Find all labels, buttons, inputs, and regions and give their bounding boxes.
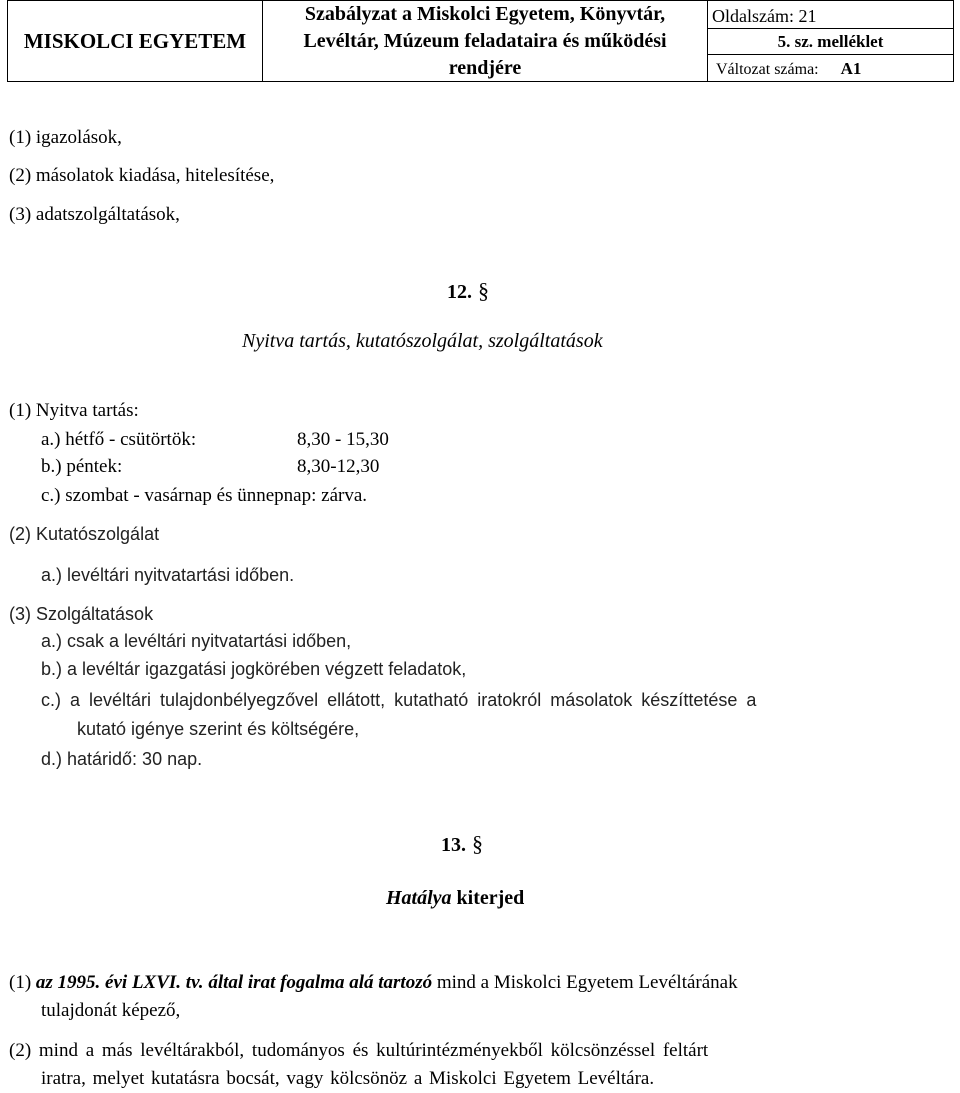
section-12-number: 12. §: [447, 278, 489, 303]
version-code: A1: [840, 59, 862, 78]
services-item-c-continued: kutató igénye szerint és költségére,: [77, 719, 360, 739]
list-item: (1) igazolások,: [9, 127, 122, 148]
document-header: [7, 0, 954, 82]
section-13-title: Hatálya kiterjed: [386, 887, 525, 909]
opening-hours: 8,30 - 15,30: [297, 429, 389, 450]
section-13-paragraph-1-continued: tulajdonát képező,: [41, 1000, 181, 1021]
annex-label: 5. sz. melléklet: [708, 29, 953, 55]
document-meta: [708, 1, 953, 81]
section-13-paragraph-2-continued: iratra, melyet kutatásra bocsát, vagy kölcsönöz a Miskolci Egyetem Levéltára.: [41, 1068, 655, 1089]
opening-day: b.) péntek:: [41, 456, 123, 477]
version-row: [708, 55, 953, 81]
opening-hours: 8,30-12,30: [297, 456, 380, 477]
services-heading: (3) Szolgáltatások: [9, 604, 154, 624]
title-line-2: Levéltár, Múzeum feladataira és működési: [303, 29, 667, 52]
title-line-1: Szabályzat a Miskolci Egyetem, Könyvtár,: [304, 2, 666, 25]
list-item: (2) másolatok kiadása, hitelesítése,: [9, 165, 275, 186]
research-item: a.) levéltári nyitvatartási időben.: [41, 565, 295, 585]
services-item-d: d.) határidő: 30 nap.: [41, 749, 203, 769]
services-item-b: b.) a levéltár igazgatási jogkörében végzett feladatok,: [41, 659, 467, 679]
services-item-c: c.) a levéltári tulajdonbélyegzővel ellátott, kutatható iratokról másolatok készíttetése a: [41, 690, 757, 710]
opening-day: a.) hétfő - csütörtök:: [41, 429, 197, 450]
document-title: [263, 1, 708, 81]
opening-hours-heading: (1) Nyitva tartás:: [9, 400, 139, 421]
section-13-number: 13. §: [441, 831, 483, 856]
list-item: (3) adatszolgáltatások,: [9, 204, 180, 225]
title-line-3: rendjére: [448, 56, 522, 79]
research-heading: (2) Kutatószolgálat: [9, 524, 160, 544]
services-item-a: a.) csak a levéltári nyitvatartási időben,: [41, 631, 352, 651]
institution-name: MISKOLCI EGYETEM: [8, 1, 263, 81]
opening-closed: c.) szombat - vasárnap és ünnepnap: zárva.: [41, 485, 368, 506]
section-13-paragraph-2: (2) mind a más levéltárakból, tudományos és kultúrintézményekből kölcsönzéssel feltárt: [9, 1040, 709, 1061]
version-label: Változat száma:: [716, 61, 819, 78]
page-number: Oldalszám: 21: [708, 1, 953, 29]
section-13-paragraph-1: (1) az 1995. évi LXVI. tv. által irat fogalma alá tartozó mind a Miskolci Egyetem Levéltárának: [9, 972, 738, 993]
section-12-title: Nyitva tartás, kutatószolgálat, szolgáltatások: [242, 330, 603, 352]
